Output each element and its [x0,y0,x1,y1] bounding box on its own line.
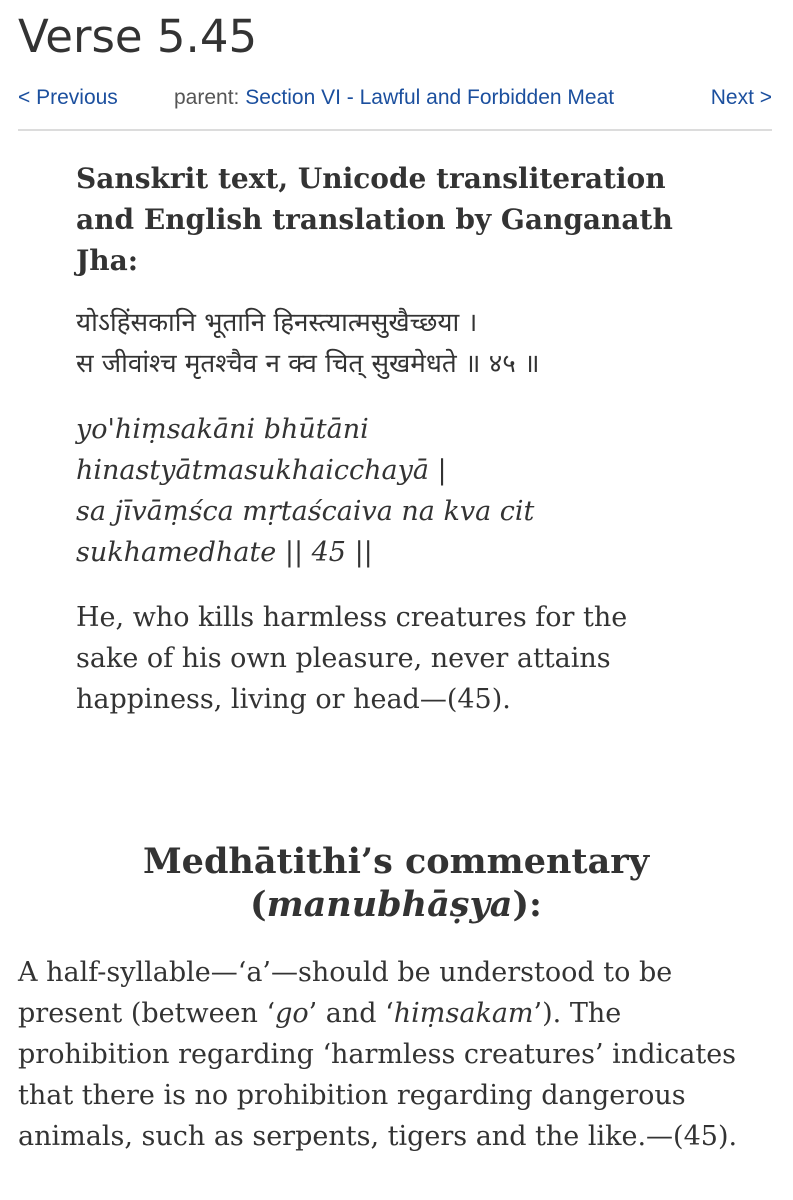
commentary-heading [18,840,774,926]
transliteration-line: sukhamedhate || 45 || [76,537,373,568]
next-link[interactable]: Next > [710,86,772,109]
commentary-segment: ’ and ‘ [308,998,394,1029]
heading-paren-open: ( [250,884,267,925]
transliteration [76,409,696,573]
commentary-author: Medhātithi’s commentary [142,841,650,882]
transliteration-line: hinastyātmasukhaicchayā | [76,455,447,486]
parent-breadcrumb [174,84,614,112]
sanskrit-line: स जीवांश्च मृतश्चैव न क्व चित् सुखमेधते ॥ ४५ ॥ [76,349,540,379]
heading-paren-close: ): [512,884,542,925]
page-title: Verse 5.45 [18,10,258,63]
sanskrit-text [76,303,696,385]
verse-block [76,158,696,720]
parent-prefix: parent: [174,86,246,109]
commentary-segment: A half-syllable—‘a’—should be understood to be present (between ‘ [18,957,673,1029]
english-translation: He, who kills harmless creatures for the sake of his own pleasure, never attains happiness, living or head—(45). [76,602,628,715]
sanskrit-line: योऽहिंसकानि भूतानि हिनस्त्यात्मसुखैच्छया । [76,308,478,338]
commentary-title: manubhāṣya [266,884,513,925]
commentary-segment: ’). The prohibition regarding ‘harmless creatures’ indicates that there is no prohibition regarding dangerous animals, such as serpents, tigers and the like.—(45). [18,998,738,1152]
commentary-term: hiṃsakam [393,998,534,1029]
source-heading: Sanskrit text, Unicode transliteration and English translation by Ganganath Jha: [76,162,673,277]
previous-link[interactable]: < Previous [18,86,118,109]
transliteration-line: yo'hiṃsakāni bhūtāni [76,414,369,445]
transliteration-line: sa jīvāṃśca mṛtaścaiva na kva cit [76,496,535,527]
verse-navigation [18,84,772,114]
parent-section-link[interactable]: Section VI - Lawful and Forbidden Meat [245,86,615,109]
commentary-term: go [275,998,309,1029]
header-divider [18,129,772,131]
commentary-text [18,952,778,1157]
